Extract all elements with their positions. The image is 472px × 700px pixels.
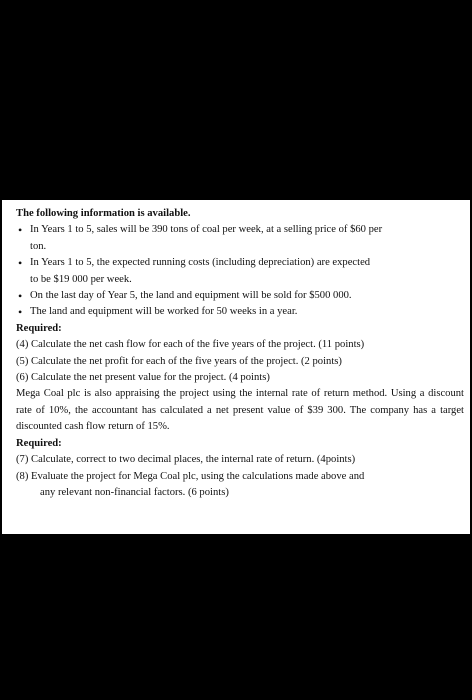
bullet-icon: • [18,289,23,304]
document-page [2,200,470,534]
required-heading: Required: [16,437,62,449]
question-8: (8) Evaluate the project for Mega Coal plc, using the calculations made above and [16,470,365,482]
question-4: (4) Calculate the net cash flow for each of the five years of the project. (11 points) [16,339,365,351]
bullet-line: ton. [30,240,47,252]
bullet-line: In Years 1 to 5, the expected running costs (including depreciation) are expected [30,257,371,269]
bullet-line: to be $19 000 per week. [30,273,132,285]
irr-paragraph: Mega Coal plc is also appraising the project using the internal rate of return method. Using a discount rate of 10%, the accountant has calculated a net present value of $39 300. The company has a target discounted cash flow return of 15%. [16,388,464,433]
question-5: (5) Calculate the net profit for each of the five years of the project. (2 points) [16,355,342,367]
bullet-icon: • [18,305,23,320]
intro-heading: The following information is available. [16,208,191,219]
question-7: (7) Calculate, correct to two decimal places, the internal rate of return. (4points) [16,454,356,466]
bullet-icon: • [18,223,23,238]
question-8-continuation: any relevant non-financial factors. (6 points) [40,486,229,498]
bullet-icon: • [18,256,23,271]
bullet-line: On the last day of Year 5, the land and equipment will be sold for $500 000. [30,290,352,302]
bullet-line: The land and equipment will be worked for 50 weeks in a year. [30,306,298,318]
question-6: (6) Calculate the net present value for the project. (4 points) [16,372,270,384]
bullet-line: In Years 1 to 5, sales will be 390 tons of coal per week, at a selling price of $60 per [30,224,383,236]
bullet-item [16,222,464,255]
bullet-item [16,288,464,304]
bullet-item [16,255,464,288]
bullet-item [16,304,464,320]
info-bullet-list [16,222,464,320]
required-heading: Required: [16,322,62,334]
